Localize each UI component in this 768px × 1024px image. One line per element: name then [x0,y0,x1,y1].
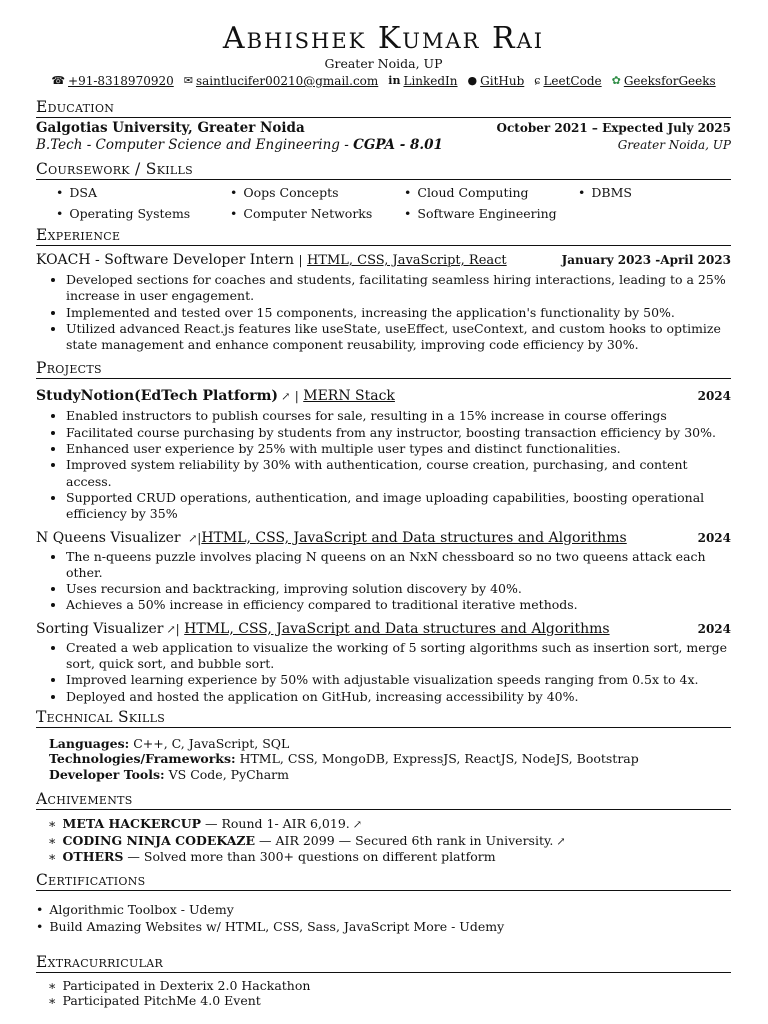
course-item: • Oops Concepts [230,182,404,203]
project-stack: MERN Stack [303,388,395,405]
list-item: • Uses recursion and backtracking, improving solution discovery by 40%. [66,581,731,597]
extracurricular-heading: Extracurricular [36,935,731,973]
list-item: • Enabled instructors to publish courses for sale, resulting in a 15% increase in course offerings [66,408,731,424]
list-item: ∗ OTHERS — Solved more than 300+ questions on different platform [48,849,731,865]
resume-page [36,22,731,1008]
project-title: StudyNotion(EdTech Platform) [36,388,279,405]
education-dates: October 2021 – Expected July 2025 [496,121,731,135]
education-location: Greater Noida, UP [617,138,731,152]
project-year: 2024 [697,621,731,636]
contact-linkedin[interactable]: in LinkedIn [388,74,458,88]
degree: B.Tech - Computer Science and Engineering - [36,137,354,153]
cgpa: CGPA - 8.01 [353,137,443,153]
phone-icon: ☎ [51,74,66,87]
experience-role: KOACH - Software Developer Intern [36,252,294,268]
skill-row: Technologies/Frameworks: HTML, CSS, MongoDB, ExpressJS, ReactJS, NodeJS, Bootstrap [49,751,639,767]
external-link-icon[interactable]: ↗ [556,834,566,848]
list-item: • Implemented and tested over 15 components, increasing the application's functionality by 50%. [66,305,731,321]
course-item: • Software Engineering [404,203,578,224]
external-link-icon[interactable]: ↗ [166,622,176,636]
list-item: ∗ Participated PitchMe 4.0 Event [48,993,731,1008]
achievements-heading: Achivements [36,782,731,810]
project-bullets [36,408,731,522]
leetcode-icon: ɕ [534,74,541,87]
skill-row: Developer Tools: VS Code, PyCharm [49,766,290,782]
list-item: • Improved system reliability by 30% with authentication, course creation, purchasing, and content access. [66,457,731,490]
contact-email[interactable]: ✉ saintlucifer00210@gmail.com [183,74,379,88]
experience-bullets [36,272,731,353]
technical-skills-heading: Technical Skills [36,705,731,728]
contact-geeksforgeeks[interactable]: ✿ GeeksforGeeks [611,74,716,88]
candidate-location: Greater Noida, UP [324,56,443,71]
project-bullets [36,640,731,705]
project-sorting: Sorting Visualizer ↗| HTML, CSS, JavaScript and Data structures and Algorithms 2024 [36,620,731,637]
course-item: • DSA [56,182,230,203]
project-nqueens: N Queens Visualizer ↗|HTML, CSS, JavaScript and Data structures and Algorithms 2024 [36,529,731,546]
list-item: • Improved learning experience by 50% with adjustable visualization speeds ranging from 0.5x to 4x. [66,672,731,688]
experience-dates: January 2023 -April 2023 [561,253,731,267]
contact-phone[interactable]: ☎ +91-8318970920 [51,74,174,88]
list-item: • Deployed and hosted the application on GitHub, increasing accessibility by 40%. [66,689,731,705]
project-stack: HTML, CSS, JavaScript and Data structures and Algorithms [184,620,610,637]
list-item: • Achieves a 50% increase in efficiency compared to traditional iterative methods. [66,597,731,613]
list-item: • The n-queens puzzle involves placing N queens on an NxN chessboard so no two queens attack each other. [66,549,731,582]
skill-row: Languages: C++, C, JavaScript, SQL [49,735,290,751]
experience-entry: KOACH - Software Developer Intern | HTML, CSS, JavaScript, React January 2023 -April 2023 [36,252,731,268]
contact-github[interactable]: ● GitHub [467,74,525,88]
list-item: • Facilitated course purchasing by students from any instructor, boosting transaction efficiency by 30%. [66,425,731,441]
experience-stack: HTML, CSS, JavaScript, React [306,253,507,268]
envelope-icon: ✉ [183,74,193,87]
project-studynotion: StudyNotion(EdTech Platform) ↗ | MERN Stack 2024 [36,388,731,405]
course-item: • Computer Networks [230,203,404,224]
contact-leetcode[interactable]: ɕ LeetCode [534,74,602,88]
github-icon: ● [467,74,478,87]
candidate-name: Abhishek Kumar Rai [222,21,545,56]
certifications-list [36,901,731,935]
project-year: 2024 [697,530,731,545]
project-title: Sorting Visualizer [36,620,164,637]
external-link-icon[interactable]: ↗ [352,818,362,832]
list-item: ∗ Participated in Dexterix 2.0 Hackathon [48,978,731,993]
project-year: 2024 [697,389,731,404]
achievements-list [36,816,731,865]
extracurricular-list [36,978,731,1008]
contact-bar [36,72,731,90]
project-title: N Queens Visualizer [36,529,181,546]
list-item: • Build Amazing Websites w/ HTML, CSS, Sass, JavaScript More - Udemy [36,918,731,935]
projects-heading: Projects [36,353,731,379]
education-entry [36,120,731,137]
experience-heading: Experience [36,224,731,246]
list-item: • Enhanced user experience by 25% with multiple user types and distinct functionalities. [66,441,731,457]
list-item: ∗ CODING NINJA CODEKAZE — AIR 2099 — Secured 6th rank in University. ↗ [48,833,731,850]
coursework-heading: Coursework / Skills [36,154,731,180]
external-link-icon[interactable]: ↗ [188,531,198,545]
certifications-heading: Certifications [36,865,731,891]
course-item: • DBMS [578,182,728,203]
list-item: • Developed sections for coaches and students, facilitating seamless hiring interactions, leading to a 25% increase in user engagement. [66,272,731,305]
external-link-icon[interactable]: ↗ [281,390,291,404]
list-item: ∗ META HACKERCUP — Round 1- AIR 6,019. ↗ [48,816,731,833]
education-heading: Education [36,90,731,118]
list-item: • Supported CRUD operations, authentication, and image uploading capabilities, boosting operational efficiency by 35% [66,490,731,523]
school-name: Galgotias University, Greater Noida [36,120,305,136]
education-degree-row [36,137,731,154]
list-item: • Algorithmic Toolbox - Udemy [36,901,731,918]
project-bullets [36,549,731,614]
geeksforgeeks-icon: ✿ [611,74,621,87]
project-stack: HTML, CSS, JavaScript and Data structures and Algorithms [201,529,627,546]
linkedin-icon: in [388,74,401,87]
technical-skills [36,736,731,783]
list-item: • Created a web application to visualize the working of 5 sorting algorithms such as insertion sort, merge sort, quick sort, and bubble sort. [66,640,731,673]
course-item: • Operating Systems [56,203,230,224]
course-item: • Cloud Computing [404,182,578,203]
coursework-list [36,182,731,224]
list-item: • Utilized advanced React.js features like useState, useEffect, useContext, and custom hooks to optimize state management and enhance component reusability, improving code efficiency by 30%. [66,321,731,354]
